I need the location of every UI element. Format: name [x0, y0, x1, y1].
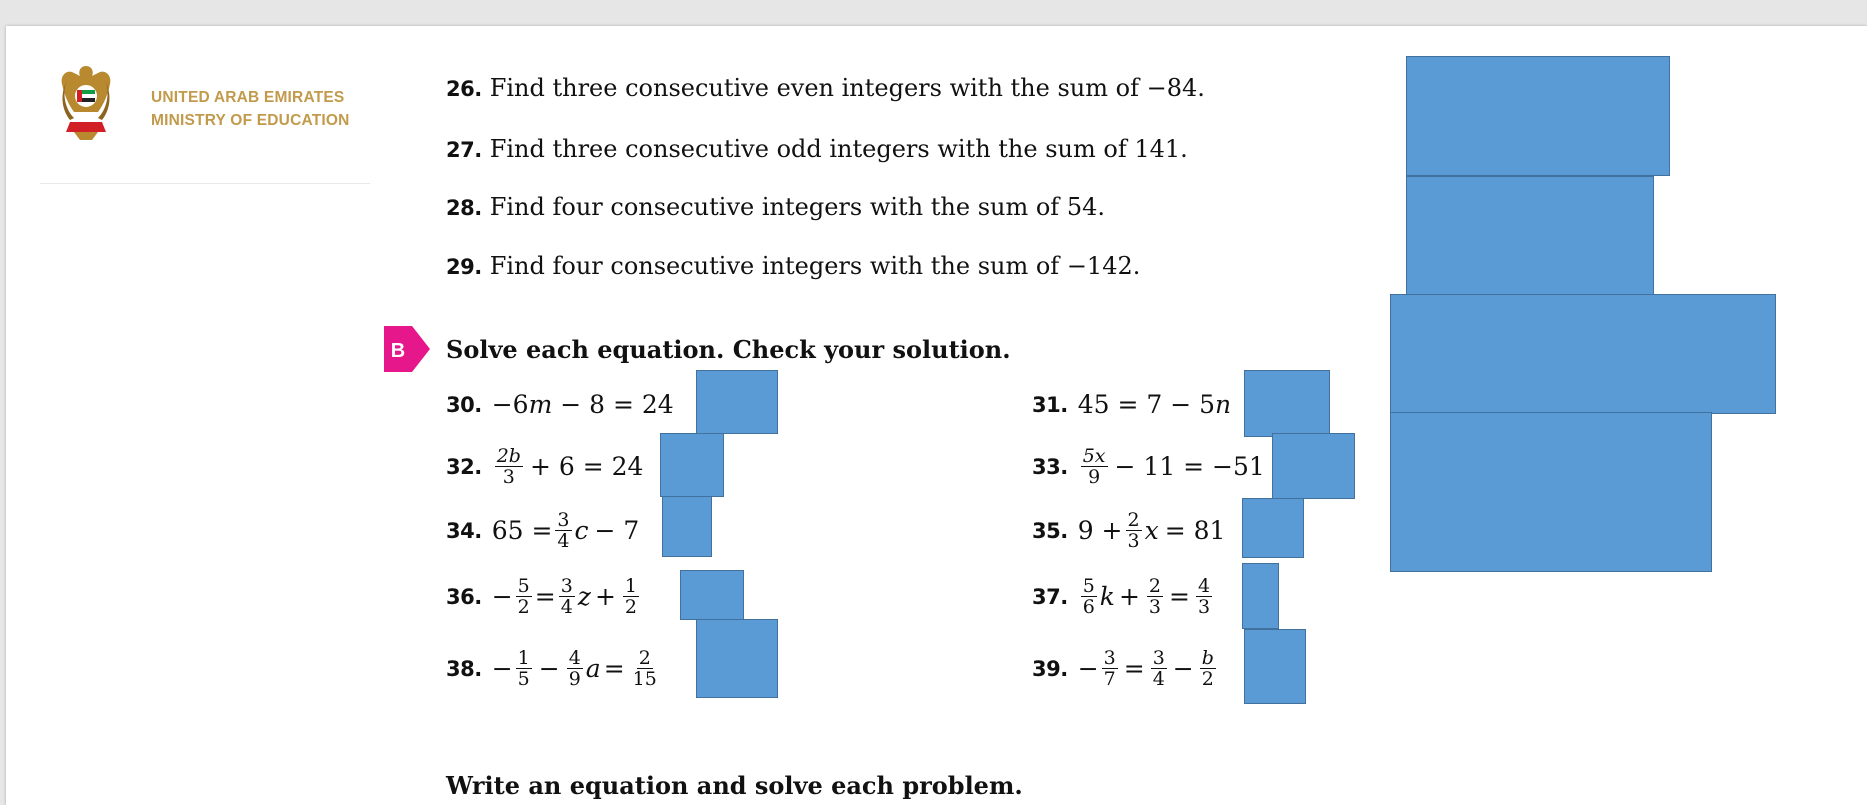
uae-falcon-emblem-icon [58, 62, 114, 144]
equation-33: 33. $\frac{5x}{9}$ − 11 = −51 [1032, 445, 1265, 488]
redaction-box-large-3 [1390, 294, 1776, 414]
equation-37: 37. $\frac{5}{6}$ k + $\frac{2}{3}$ = $\frac{4}{3}$ [1032, 575, 1211, 618]
equation-30: 30. −6 m − 8 = 24 [446, 390, 674, 419]
equation-39: 39. − $\frac{3}{7}$ = $\frac{3}{4}$ − $\frac{b}{2}$ [1032, 647, 1214, 690]
equation-36: 36. − $\frac{5}{2}$ = $\frac{3}{4}$ z + $\frac{1}{2}$ [446, 575, 638, 618]
equation-38: 38. − $\frac{1}{5}$ − $\frac{4}{9}$ a = $\frac{2}{15}$ [446, 647, 657, 690]
redaction-box-35 [1242, 498, 1304, 558]
equation-35: 35. 9 + $\frac{2}{3}$ x = 81 [1032, 509, 1226, 552]
problem-27: 27. Find three consecutive odd integers with the sum of 141. [446, 135, 1188, 163]
redaction-box-large-2 [1406, 176, 1654, 296]
problem-29: 29. Find four consecutive integers with the sum of −142. [446, 252, 1141, 280]
logo-line-1: UNITED ARAB EMIRATES [151, 89, 345, 106]
redaction-box-large-4 [1390, 412, 1712, 572]
redaction-box-30 [696, 370, 778, 434]
problem-28: 28. Find four consecutive integers with the sum of 54. [446, 193, 1105, 221]
redaction-box-39 [1244, 629, 1306, 704]
redaction-box-32 [660, 433, 724, 497]
section-b-badge-label: B [390, 340, 406, 362]
equation-34: 34. 65 = $\frac{3}{4}$ c − 7 [446, 509, 640, 552]
redaction-box-31 [1244, 370, 1330, 437]
section-b-heading: Solve each equation. Check your solution. [446, 335, 1011, 364]
footer-heading: Write an equation and solve each problem. [446, 771, 1023, 800]
logo-line-2: MINISTRY OF EDUCATION [151, 112, 350, 129]
redaction-box-37 [1242, 563, 1279, 629]
logo-divider [40, 183, 370, 184]
redaction-box-33 [1272, 433, 1355, 499]
redaction-box-large-1 [1406, 56, 1670, 176]
problem-26: 26. Find three consecutive even integers with the sum of −84. [446, 74, 1205, 102]
equation-32: 32. $\frac{2b}{3}$ + 6 = 24 [446, 445, 644, 488]
redaction-box-34 [662, 496, 712, 557]
section-b-badge-icon [384, 326, 430, 372]
equation-31: 31. 45 = 7 − 5 n [1032, 390, 1232, 419]
redaction-box-36 [680, 570, 744, 620]
document-page [6, 26, 1867, 805]
redaction-box-38 [696, 619, 778, 698]
